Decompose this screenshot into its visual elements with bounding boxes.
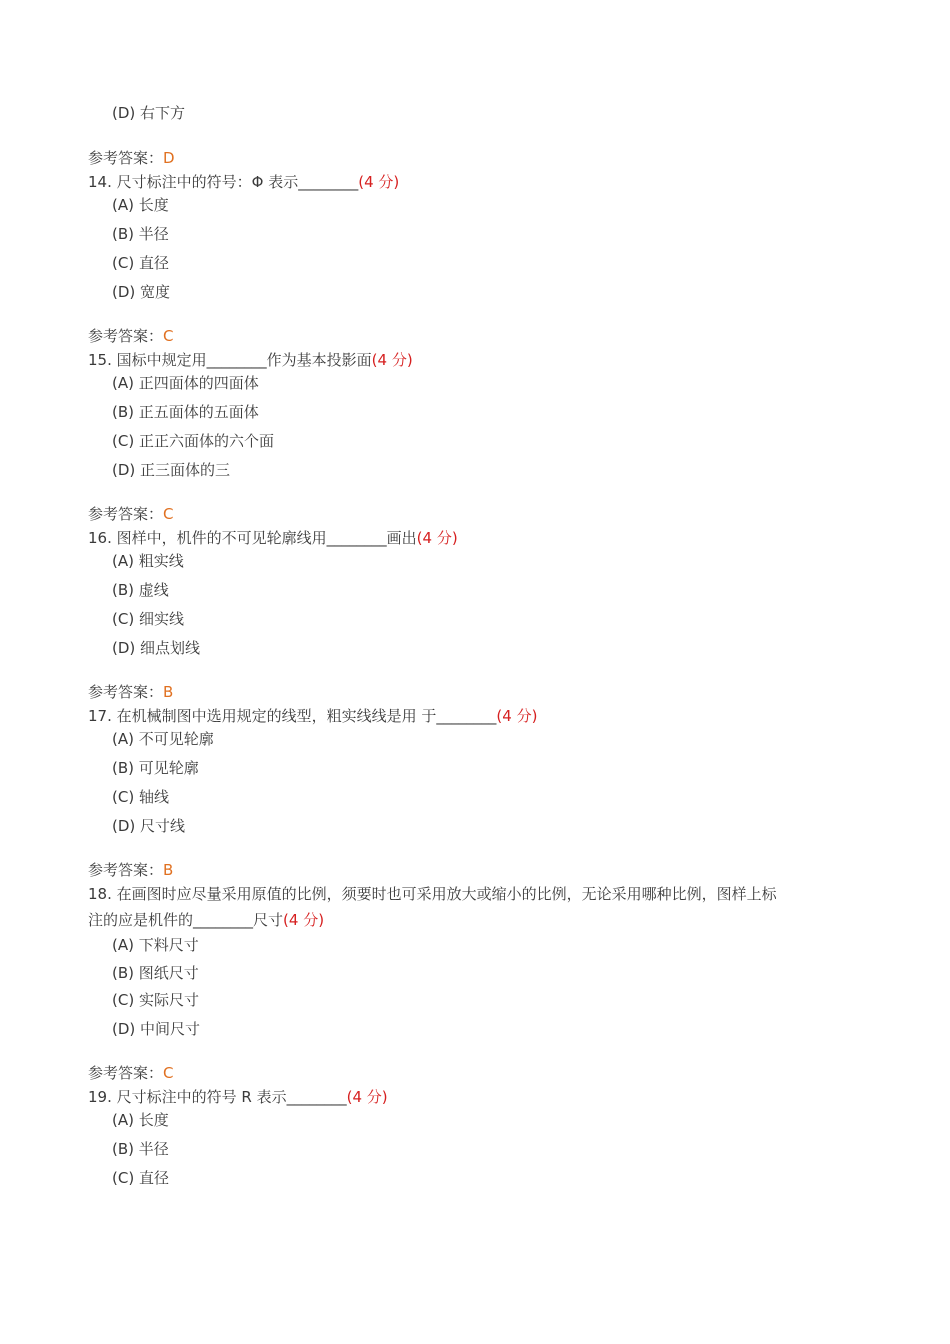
question-blank: ________ <box>436 707 497 725</box>
question-points: (4 分) <box>346 1088 388 1106</box>
option-text: 正三面体的三 <box>140 461 231 479</box>
question-points: (4 分) <box>496 707 538 725</box>
option-16-a <box>112 551 184 571</box>
option-text: 正四面体的四面体 <box>138 374 259 392</box>
answer-letter: B <box>163 861 174 879</box>
option-14-d <box>112 282 170 302</box>
answer-15 <box>88 504 174 524</box>
question-points: (4 分) <box>416 529 458 547</box>
question-blank: ________ <box>193 911 254 929</box>
answer-label: 参考答案： <box>88 149 164 167</box>
option-label: (A) <box>112 1111 134 1129</box>
option-label: (A) <box>112 196 134 214</box>
answer-label: 参考答案： <box>88 683 164 701</box>
question-16 <box>88 528 458 548</box>
option-15-c <box>112 431 274 451</box>
option-label: (B) <box>112 581 134 599</box>
option-text: 实际尺寸 <box>138 991 199 1009</box>
option-label: (D) <box>112 1020 136 1038</box>
option-prev-d <box>112 103 185 123</box>
option-15-a <box>112 373 259 393</box>
option-text: 轴线 <box>138 788 169 806</box>
option-label: (D) <box>112 104 136 122</box>
answer-label: 参考答案： <box>88 1064 164 1082</box>
question-blank: ________ <box>206 351 267 369</box>
option-14-b <box>112 224 169 244</box>
option-label: (C) <box>112 991 135 1009</box>
option-label: (A) <box>112 374 134 392</box>
question-18 <box>88 884 777 904</box>
option-text: 粗实线 <box>138 552 184 570</box>
option-label: (C) <box>112 1169 135 1187</box>
question-text: 尺寸标注中的符号 R 表示 <box>116 1088 287 1106</box>
question-points: (4 分) <box>371 351 413 369</box>
option-label: (A) <box>112 730 134 748</box>
option-text: 虚线 <box>138 581 169 599</box>
question-number: 17. <box>88 707 112 725</box>
question-18-line2 <box>88 910 324 930</box>
answer-prev <box>88 148 175 168</box>
option-text: 宽度 <box>140 283 171 301</box>
answer-18 <box>88 1063 174 1083</box>
question-text-after: 画出 <box>386 529 417 547</box>
option-19-b <box>112 1139 169 1159</box>
question-14 <box>88 172 399 192</box>
question-number: 14. <box>88 173 112 191</box>
option-18-c <box>112 990 199 1010</box>
option-14-c <box>112 253 169 273</box>
question-17 <box>88 706 537 726</box>
question-text: 尺寸标注中的符号：Φ 表示 <box>116 173 299 191</box>
answer-letter: B <box>163 683 174 701</box>
option-17-b <box>112 758 199 778</box>
question-points: (4 分) <box>358 173 400 191</box>
question-19 <box>88 1087 388 1107</box>
question-text: 注的应是机件的 <box>88 911 194 929</box>
option-15-b <box>112 402 259 422</box>
option-label: (C) <box>112 254 135 272</box>
option-15-d <box>112 460 230 480</box>
option-text: 半径 <box>138 225 169 243</box>
option-label: (B) <box>112 964 134 982</box>
option-text: 细实线 <box>138 610 184 628</box>
option-text: 右下方 <box>140 104 186 122</box>
option-19-c <box>112 1168 169 1188</box>
option-text: 长度 <box>138 196 169 214</box>
option-label: (A) <box>112 936 134 954</box>
option-label: (D) <box>112 461 136 479</box>
option-text: 细点划线 <box>140 639 201 657</box>
option-label: (D) <box>112 283 136 301</box>
option-label: (C) <box>112 788 135 806</box>
question-15 <box>88 350 413 370</box>
answer-16 <box>88 682 173 702</box>
option-text: 直径 <box>138 1169 169 1187</box>
answer-label: 参考答案： <box>88 505 164 523</box>
option-19-a <box>112 1110 169 1130</box>
question-text: 在画图时应尽量采用原值的比例，须要时也可采用放大或缩小的比例，无论采用哪种比例，图样上标 <box>116 885 777 903</box>
question-text: 在机械制图中选用规定的线型，粗实线线是用 于 <box>116 707 437 725</box>
question-blank: ________ <box>286 1088 347 1106</box>
answer-label: 参考答案： <box>88 327 164 345</box>
option-text: 正五面体的五面体 <box>138 403 259 421</box>
answer-letter: C <box>163 505 174 523</box>
option-label: (D) <box>112 639 136 657</box>
option-label: (B) <box>112 759 134 777</box>
question-text: 国标中规定用 <box>116 351 207 369</box>
question-blank: ________ <box>326 529 387 547</box>
question-text: 图样中，机件的不可见轮廓线用 <box>116 529 327 547</box>
option-16-b <box>112 580 169 600</box>
option-label: (B) <box>112 1140 134 1158</box>
question-number: 19. <box>88 1088 112 1106</box>
option-text: 不可见轮廓 <box>138 730 214 748</box>
question-text-after: 尺寸 <box>253 911 284 929</box>
option-17-d <box>112 816 185 836</box>
option-label: (C) <box>112 610 135 628</box>
option-text: 正正六面体的六个面 <box>138 432 274 450</box>
option-text: 长度 <box>138 1111 169 1129</box>
option-text: 下料尺寸 <box>138 936 199 954</box>
question-text-after: 作为基本投影面 <box>266 351 372 369</box>
option-17-a <box>112 729 214 749</box>
question-number: 16. <box>88 529 112 547</box>
question-points: (4 分) <box>283 911 325 929</box>
answer-17 <box>88 860 173 880</box>
option-label: (C) <box>112 432 135 450</box>
question-number: 15. <box>88 351 112 369</box>
option-text: 中间尺寸 <box>140 1020 201 1038</box>
question-blank: ________ <box>298 173 359 191</box>
option-18-b <box>112 963 199 983</box>
option-16-d <box>112 638 200 658</box>
option-text: 可见轮廓 <box>138 759 199 777</box>
option-label: (B) <box>112 403 134 421</box>
option-text: 直径 <box>138 254 169 272</box>
option-label: (A) <box>112 552 134 570</box>
option-18-d <box>112 1019 200 1039</box>
option-text: 半径 <box>138 1140 169 1158</box>
option-18-a <box>112 935 199 955</box>
option-17-c <box>112 787 169 807</box>
answer-14 <box>88 326 174 346</box>
option-text: 图纸尺寸 <box>138 964 199 982</box>
option-14-a <box>112 195 169 215</box>
question-number: 18. <box>88 885 112 903</box>
option-16-c <box>112 609 184 629</box>
answer-letter: C <box>163 327 174 345</box>
answer-letter: D <box>163 149 175 167</box>
option-label: (D) <box>112 817 136 835</box>
answer-label: 参考答案： <box>88 861 164 879</box>
option-text: 尺寸线 <box>140 817 186 835</box>
answer-letter: C <box>163 1064 174 1082</box>
option-label: (B) <box>112 225 134 243</box>
